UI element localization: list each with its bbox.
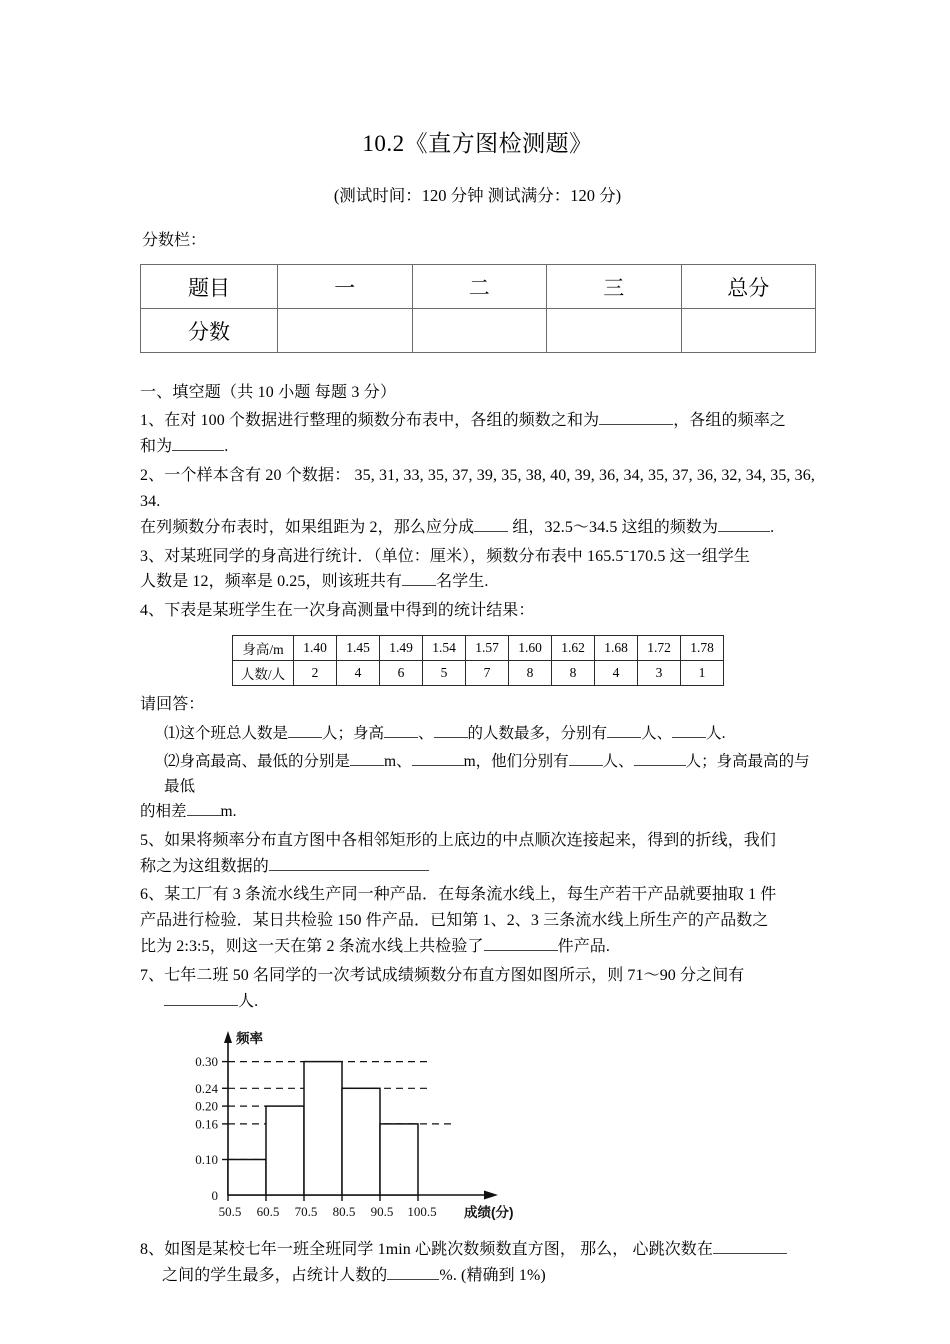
answer-blank[interactable] [634, 765, 686, 766]
answer-blank[interactable] [434, 737, 468, 738]
question-4-sub-1 [140, 718, 815, 746]
histogram-bar [266, 1106, 304, 1195]
height-statistics-table [232, 635, 724, 686]
q4-sub2-text-c: m，他们分别有 [463, 753, 569, 771]
count-value-cell: 4 [337, 661, 380, 686]
question-1-text-b: ，各组的频率之 [673, 412, 786, 429]
score-table-value-cell [278, 309, 413, 353]
histogram-bar [342, 1088, 380, 1195]
q4-sub2-text-e: 人；身高最高的与最低 [164, 753, 810, 796]
question-4-sub-2 [140, 746, 815, 799]
x-tick-label: 70.5 [294, 1203, 318, 1219]
answer-blank[interactable] [172, 450, 224, 451]
test-info-subtitle: (测试时间：120 分钟 测试满分：120 分) [333, 186, 622, 205]
count-value-cell: 6 [380, 661, 423, 686]
count-value-cell: 7 [466, 661, 509, 686]
height-value-cell: 1.68 [595, 636, 638, 661]
q4-sub1-text-b: 人；身高 [322, 725, 385, 743]
answer-blank[interactable] [269, 870, 429, 871]
question-1-text-d: . [224, 437, 229, 455]
answer-blank[interactable] [387, 1279, 439, 1280]
answer-blank[interactable] [164, 1005, 238, 1006]
question-2-text-a: 2、一个样本含有 20 个数据： [140, 466, 351, 484]
question-2-text-c: 组，32.5～34.5 这组的频数为 [512, 518, 719, 536]
count-row [233, 661, 724, 686]
question-5 [140, 825, 815, 880]
question-5-text-b: 称之为这组数据的 [140, 857, 269, 875]
y-tick-label: 0 [211, 1187, 218, 1203]
count-value-cell: 5 [423, 661, 466, 686]
answer-blank[interactable] [713, 1253, 787, 1254]
answer-blank[interactable] [350, 765, 384, 766]
y-axis-arrow-icon [224, 1031, 232, 1043]
histogram-bar [380, 1124, 418, 1195]
page-title: 10.2《直方图检测题》 [362, 131, 593, 156]
q4-sub1-text-c: 、 [418, 725, 434, 743]
question-1-text-a: 1、在对 100 个数据进行整理的频数分布表中，各组的频数之和为 [140, 412, 600, 429]
answer-blank[interactable] [187, 815, 221, 816]
count-value-cell: 8 [509, 661, 552, 686]
count-value-cell: 2 [294, 661, 337, 686]
question-3 [140, 541, 815, 596]
answer-blank[interactable] [672, 737, 706, 738]
score-section-label: 分数栏： [142, 232, 207, 249]
x-tick-label: 100.5 [407, 1203, 437, 1219]
question-3-text-a: 3、对某班同学的身高进行统计．（单位：厘米），频数分布表中 165.5ˉ170.5 这一组学生 [140, 547, 751, 565]
score-table-value-cell [547, 309, 682, 353]
answer-blank[interactable] [569, 765, 603, 766]
height-value-cell: 1.62 [552, 636, 595, 661]
score-table [140, 264, 816, 353]
question-6-text-d: 件产品. [557, 938, 610, 956]
question-7-text-b: 人. [238, 993, 259, 1011]
x-tick-label: 80.5 [332, 1203, 356, 1219]
q4-sub1-text-d: 的人数最多，分别有 [467, 725, 608, 743]
question-4-sub-2-continued [140, 799, 815, 824]
question-8-text-c: %. (精确到 1%) [439, 1266, 546, 1284]
answer-blank[interactable] [718, 531, 770, 532]
count-row-label: 人数/人 [233, 661, 294, 686]
q4-sub2-text-a: ⑵身高最高、最低的分别是 [164, 753, 351, 771]
question-1-text-c: 和为 [140, 437, 173, 455]
question-7-text-a: 7、七年二班 50 名同学的一次考试成绩频数分布直方图如图所示，则 71～90 分之间有 [140, 967, 745, 985]
answer-blank[interactable] [484, 950, 558, 951]
height-row [233, 636, 724, 661]
question-2-text-b: 在列频数分布表时，如果组距为 2，那么应分成 [140, 518, 475, 536]
height-statistics-table-wrapper [140, 624, 815, 686]
score-table-header-row [141, 265, 816, 309]
score-table-row-label: 分数 [141, 309, 278, 353]
x-tick-label: 60.5 [256, 1203, 280, 1219]
frequency-histogram-chart [168, 1023, 568, 1223]
question-4-prompt: 请回答： [140, 696, 205, 714]
q4-sub2-text-g: m. [220, 803, 237, 821]
score-table-value-row [141, 309, 816, 353]
question-6 [140, 879, 815, 960]
answer-blank[interactable] [412, 765, 464, 766]
answer-blank[interactable] [607, 737, 641, 738]
question-3-text-b: 人数是 12，频率是 0.25，则该班共有 [140, 573, 403, 591]
question-7 [140, 960, 815, 1015]
answer-blank[interactable] [384, 737, 418, 738]
question-4-text: 4、下表是某班学生在一次身高测量中得到的统计结果： [140, 602, 535, 620]
height-value-cell: 1.60 [509, 636, 552, 661]
score-table-header-cell: 题目 [141, 265, 278, 309]
question-1 [140, 402, 815, 460]
q4-sub2-text-b: m、 [384, 753, 412, 771]
x-axis-arrow-icon [484, 1190, 498, 1199]
q4-sub1-text-e: 人、 [641, 725, 673, 743]
height-value-cell: 1.78 [681, 636, 724, 661]
histogram-bar [304, 1062, 342, 1195]
question-2 [140, 460, 815, 541]
height-value-cell: 1.40 [294, 636, 337, 661]
height-value-cell: 1.45 [337, 636, 380, 661]
q4-sub1-text-f: 人. [706, 725, 726, 743]
count-value-cell: 3 [638, 661, 681, 686]
height-value-cell: 1.57 [466, 636, 509, 661]
question-3-text-c: 名学生. [436, 573, 489, 591]
question-6-text-b: 产品进行检验．某日共检验 150 件产品．已知第 1、2、3 三条流水线上所生产的产品数之 [140, 912, 769, 930]
question-2-data-list: 35, 31, 33, 35, 37, 39, 35, 38, 40, 39, 36, 34, 35, 37, 36, 32, 34, 35, 36, 34. [140, 466, 815, 510]
score-table-value-cell [412, 309, 547, 353]
y-tick-label: 0.30 [195, 1053, 218, 1069]
height-row-label: 身高/m [233, 636, 294, 661]
y-tick-label: 0.24 [195, 1080, 218, 1096]
x-tick-label: 90.5 [370, 1203, 394, 1219]
score-table-header-cell: 二 [412, 265, 547, 309]
count-value-cell: 4 [595, 661, 638, 686]
question-5-text-a: 5、如果将频率分布直方图中各相邻矩形的上底边的中点顺次连接起来，得到的折线，我们 [140, 831, 777, 849]
question-2-text-d: . [770, 518, 775, 536]
score-table-header-cell: 总分 [681, 265, 816, 309]
x-tick-label: 50.5 [218, 1203, 242, 1219]
y-tick-label: 0.10 [195, 1151, 218, 1167]
question-6-text-c: 比为 2:3:5，则这一天在第 2 条流水线上共检验了 [140, 938, 484, 956]
height-value-cell: 1.54 [423, 636, 466, 661]
histogram-bar [228, 1159, 266, 1195]
score-table-value-cell [681, 309, 816, 353]
q4-sub2-text-f: 的相差 [140, 803, 187, 821]
height-value-cell: 1.72 [638, 636, 681, 661]
score-table-header-cell: 一 [278, 265, 413, 309]
question-8-text-a: 8、如图是某校七年一班全班同学 1min 心跳次数频数直方图， 那么， 心跳次数在 [140, 1240, 713, 1258]
histogram-svg [168, 1023, 568, 1223]
answer-blank[interactable] [599, 424, 673, 425]
y-axis-title: 频率 [236, 1030, 263, 1046]
answer-blank[interactable] [474, 531, 508, 532]
question-4 [140, 595, 815, 624]
height-value-cell: 1.49 [380, 636, 423, 661]
q4-sub1-text-a: ⑴这个班总人数是 [164, 725, 289, 743]
section-heading-fill-in-blank: 一、填空题（共 10 小题 每题 3 分） [140, 384, 397, 401]
question-6-text-a: 6、某工厂有 3 条流水线生产同一种产品．在每条流水线上，每生产若干产品就要抽取 1 件 [140, 886, 777, 904]
answer-blank[interactable] [402, 585, 436, 586]
count-value-cell: 1 [681, 661, 724, 686]
score-table-header-cell: 三 [547, 265, 682, 309]
x-axis-title: 成绩(分) [464, 1204, 514, 1220]
q4-sub2-text-d: 人、 [602, 753, 634, 771]
count-value-cell: 8 [552, 661, 595, 686]
y-tick-label: 0.20 [195, 1098, 218, 1114]
answer-blank[interactable] [288, 737, 322, 738]
y-tick-label: 0.16 [195, 1116, 218, 1132]
question-8-text-b: 之间的学生最多，占统计人数的 [162, 1266, 388, 1284]
question-8 [140, 1223, 815, 1289]
